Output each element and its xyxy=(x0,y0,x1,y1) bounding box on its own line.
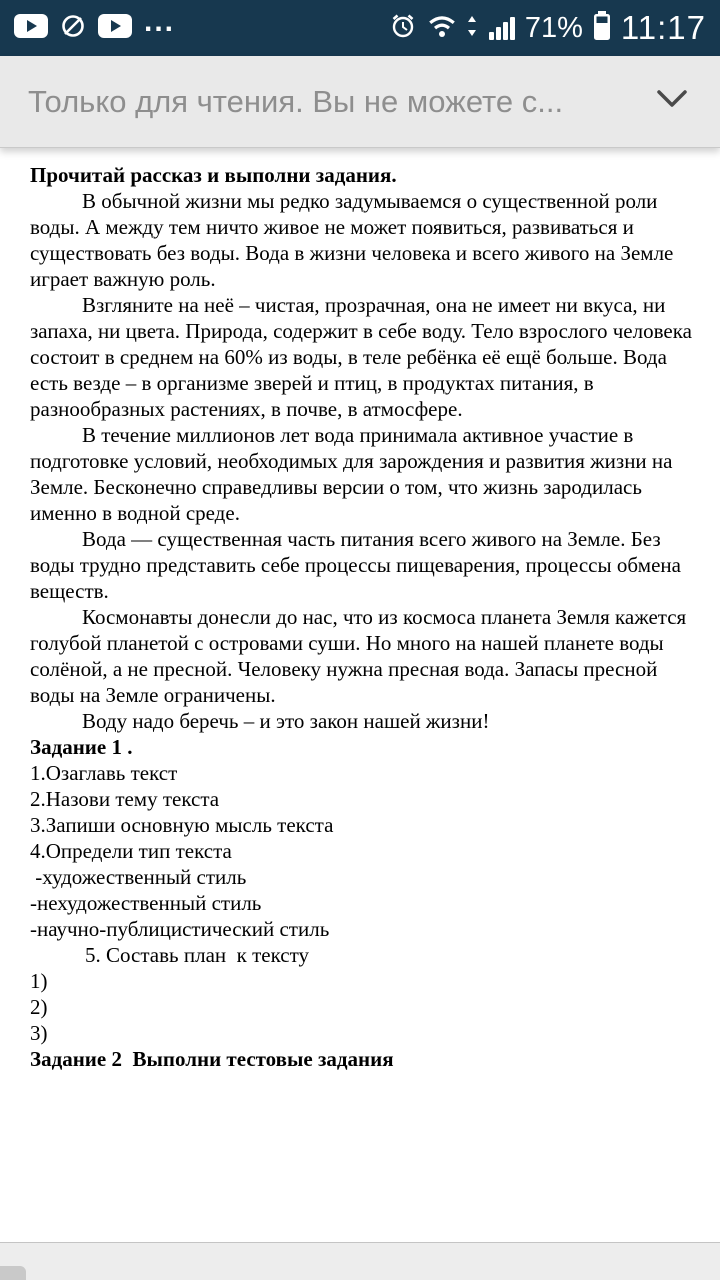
cell-signal-icon xyxy=(487,17,515,40)
crossed-circle-icon xyxy=(60,13,86,44)
doc-paragraph: В обычной жизни мы редко задумываемся о существенной роли воды. А между тем ничто живое не может появиться, развиваться и существовать без воды. Вода в жизни человека и всего живого на Земле играет важную роль. xyxy=(30,189,674,291)
task1-item: 2.Назови тему текста xyxy=(30,787,220,811)
chevron-down-icon[interactable] xyxy=(652,83,692,120)
style-option: -научно-публицистический стиль xyxy=(30,917,330,941)
doc-paragraph: Взгляните на неё – чистая, прозрачная, она не имеет ни вкуса, ни запаха, ни цвета. Природа, содержит в себе воду. Тело взрослого человека состоит в среднем на 60% из воды, в теле ребёнка её ещё больше. Вода есть везде – в организме зверей и птиц, в продуктах питания, в разнообразных растениях, в почве, в атмосфере. xyxy=(30,293,692,421)
clock-label: 11:17 xyxy=(620,9,706,46)
doc-paragraph: Воду надо беречь – и это закон нашей жизни! xyxy=(82,709,490,733)
battery-icon xyxy=(593,11,611,46)
network-activity-icon xyxy=(467,14,477,43)
video-app-icon xyxy=(98,14,132,43)
plan-number: 3) xyxy=(30,1021,48,1045)
task1-item: 1.Озаглавь текст xyxy=(30,761,178,785)
status-bar-system-icons xyxy=(379,9,706,47)
document-scroll-area[interactable] xyxy=(0,148,720,1242)
wifi-icon xyxy=(427,14,457,43)
battery-percent-label: 71% xyxy=(524,11,583,44)
video-app-icon xyxy=(14,14,48,43)
style-option: -художественный стиль xyxy=(30,865,247,889)
doc-paragraph: В течение миллионов лет вода принимала активное участие в подготовке условий, необходимых для зарождения и развития жизни на Земле. Бесконечно справедливы версии о том, что жизнь зародилась именно в водной среде. xyxy=(30,423,673,525)
plan-number: 2) xyxy=(30,995,48,1019)
task1-heading: Задание 1 . xyxy=(30,735,133,759)
status-bar[interactable] xyxy=(0,0,720,56)
doc-paragraph: Вода — существенная часть питания всего живого на Земле. Без воды трудно представить себе процессы пищеварения, процессы обмена веществ. xyxy=(30,527,681,603)
doc-paragraph: Космонавты донесли до нас, что из космоса планета Земля кажется голубой планетой с островами суши. Но много на нашей планете воды солёной, а не пресной. Человеку нужна пресная вода. Запасы пресной воды на Земле ограничены. xyxy=(30,605,687,707)
style-option: -нехудожественный стиль xyxy=(30,891,262,915)
alarm-icon xyxy=(389,12,417,45)
status-bar-notifications xyxy=(14,5,187,44)
readonly-banner-title: Только для чтения. Вы не можете с... xyxy=(28,83,564,119)
doc-heading: Прочитай рассказ и выполни задания. xyxy=(30,163,397,187)
task2-heading: Задание 2 Выполни тестовые задания xyxy=(30,1047,394,1071)
task1-plan-prompt: 5. Составь план к тексту xyxy=(85,943,309,967)
task1-item: 3.Запиши основную мысль текста xyxy=(30,813,334,837)
task1-item: 4.Определи тип текста xyxy=(30,839,232,863)
footer-handle xyxy=(0,1266,26,1280)
footer-bar xyxy=(0,1242,720,1280)
readonly-banner[interactable] xyxy=(0,56,720,148)
plan-number: 1) xyxy=(30,969,48,993)
more-notifications-indicator: ... xyxy=(144,5,176,38)
